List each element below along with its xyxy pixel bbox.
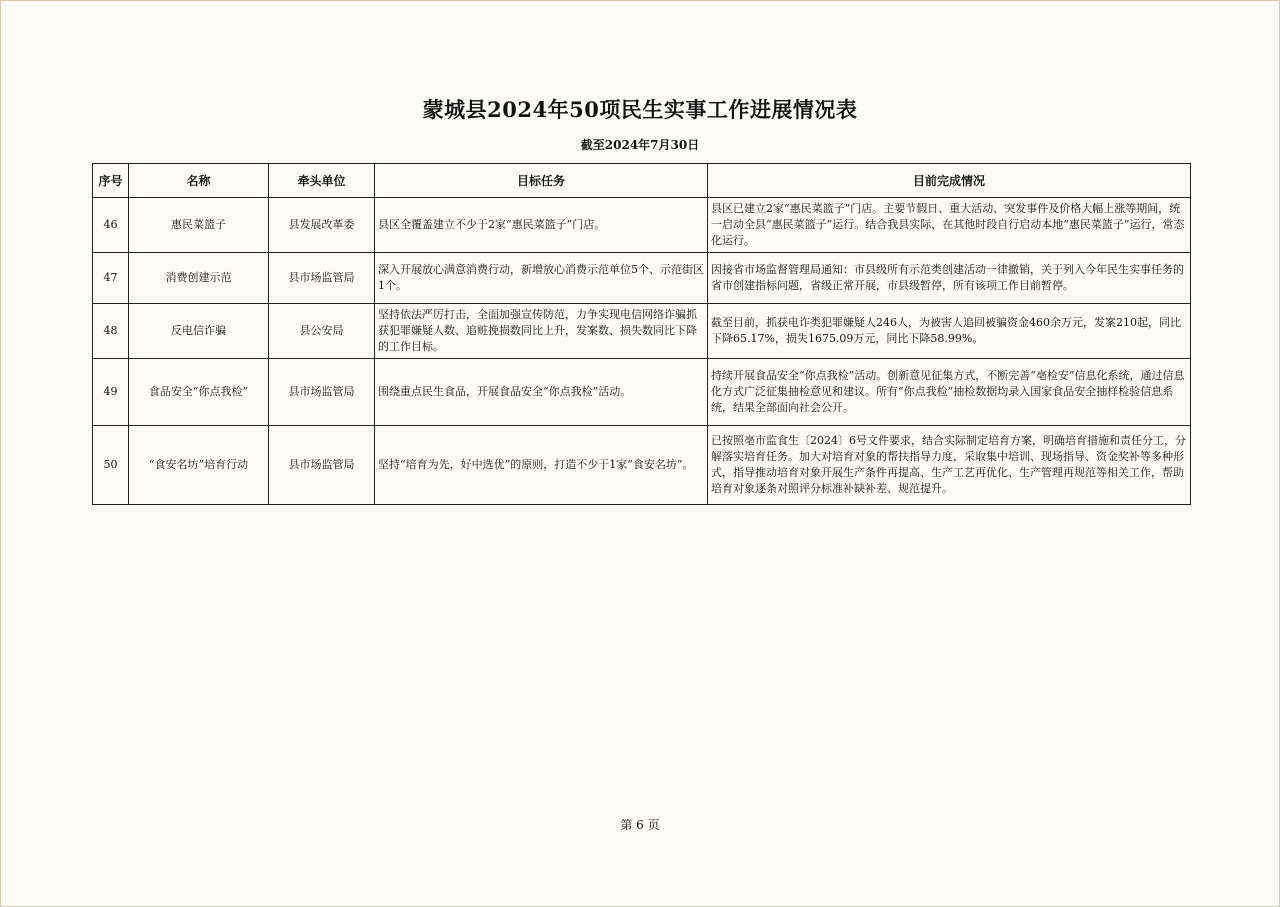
row-status: 因接省市场监督管理局通知：市县级所有示范类创建活动一律撤销，关于列入今年民生实事任务的省市创建指标问题，省级正常开展，市县级暂停，所有该项工作目前暂停。 — [708, 253, 1191, 304]
page-title: 蒙城县2024年50项民生实事工作进展情况表 — [422, 97, 858, 122]
row-number: 48 — [93, 304, 129, 359]
row-name: 消费创建示范 — [129, 253, 269, 304]
row-status: 持续开展食品安全“你点我检”活动。创新意见征集方式，不断完善“亳检安”信息化系统，通过信息化方式广泛征集抽检意见和建议。所有“你点我检”抽检数据均录入国家食品安全抽样检验信息系统，结果全部面向社会公开。 — [708, 359, 1191, 426]
row-unit: 县市场监管局 — [269, 426, 375, 505]
table-row — [93, 426, 1191, 505]
row-number: 50 — [93, 426, 129, 505]
row-unit: 县公安局 — [269, 304, 375, 359]
table-row — [93, 304, 1191, 359]
row-number: 47 — [93, 253, 129, 304]
row-task: 围绕重点民生食品，开展食品安全“你点我检”活动。 — [375, 359, 708, 426]
row-task: 县区全覆盖建立不少于2家“惠民菜篮子”门店。 — [375, 198, 708, 253]
row-name: “食安名坊”培育行动 — [129, 426, 269, 505]
header-task: 目标任务 — [375, 164, 708, 198]
row-task: 坚持“培育为先，好中选优”的原则，打造不少于1家“食安名坊”。 — [375, 426, 708, 505]
row-unit: 县市场监管局 — [269, 253, 375, 304]
header-name: 名称 — [129, 164, 269, 198]
row-unit: 县市场监管局 — [269, 359, 375, 426]
row-number: 46 — [93, 198, 129, 253]
row-unit: 县发展改革委 — [269, 198, 375, 253]
row-status: 已按照亳市监食生〔2024〕6号文件要求，结合实际制定培育方案，明确培育措施和责任分工，分解落实培育任务。加大对培育对象的帮扶指导力度，采取集中培训、现场指导、资金奖补等多种形式，指导推动培育对象开展生产条件再提高、生产工艺再优化、生产管理再规范等相关工作，帮助培育对象逐条对照评分标准补缺补差、规范提升。 — [708, 426, 1191, 505]
table-row — [93, 253, 1191, 304]
page-number: 第 6 页 — [620, 818, 660, 832]
table-header-row — [93, 164, 1191, 198]
header-status: 目前完成情况 — [708, 164, 1191, 198]
header-unit: 牵头单位 — [269, 164, 375, 198]
header-num: 序号 — [93, 164, 129, 198]
table-row — [93, 359, 1191, 426]
table-row — [93, 198, 1191, 253]
row-status: 截至目前，抓获电诈类犯罪嫌疑人246人，为被害人追回被骗资金460余万元，发案210起，同比下降65.17%，损失1675.09万元，同比下降58.99%。 — [708, 304, 1191, 359]
row-number: 49 — [93, 359, 129, 426]
row-name: 食品安全“你点我检” — [129, 359, 269, 426]
page-subtitle-date: 截至2024年7月30日 — [580, 138, 700, 152]
row-name: 反电信诈骗 — [129, 304, 269, 359]
row-task: 坚持依法严厉打击，全面加强宣传防范，力争实现电信网络诈骗抓获犯罪嫌疑人数、追赃挽损数同比上升，发案数、损失数同比下降的工作目标。 — [375, 304, 708, 359]
row-status: 县区已建立2家“惠民菜篮子”门店。主要节假日、重大活动、突发事件及价格大幅上涨等期间，统一启动全县“惠民菜篮子”运行。结合我县实际，在其他时段自行启动本地“惠民菜篮子”运行，常态化运行。 — [708, 198, 1191, 253]
row-task: 深入开展放心满意消费行动，新增放心消费示范单位5个、示范街区1个。 — [375, 253, 708, 304]
row-name: 惠民菜篮子 — [129, 198, 269, 253]
progress-table — [92, 163, 1191, 505]
